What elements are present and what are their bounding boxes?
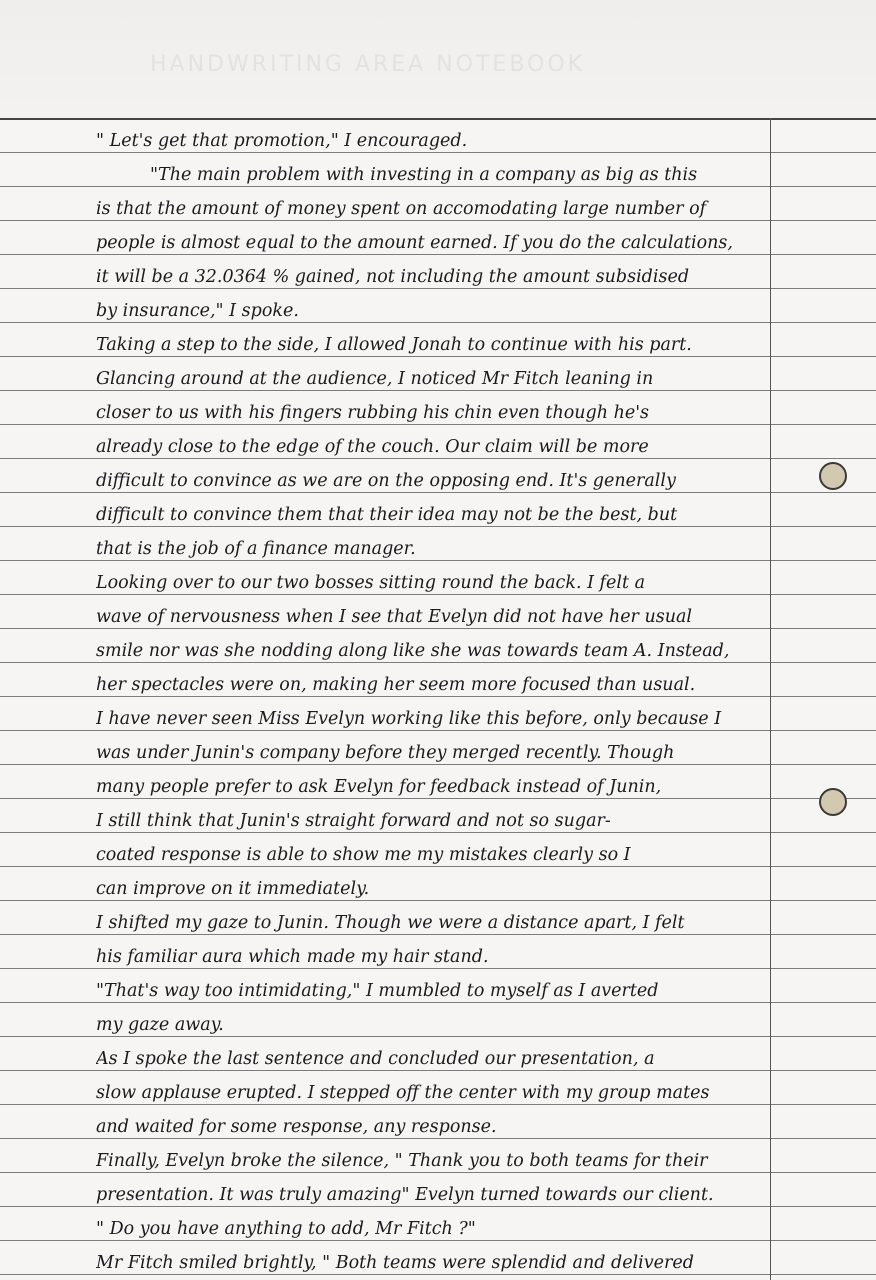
text-line: coated response is able to show me my mistakes clearly so I	[96, 845, 631, 865]
text-line: that is the job of a finance manager.	[96, 539, 416, 559]
text-line: is that the amount of money spent on accomodating large number of	[96, 199, 707, 219]
text-line: by insurance," I spoke.	[96, 301, 299, 321]
text-line: I still think that Junin's straight forward and not so sugar-	[96, 811, 611, 831]
text-line: " Do you have anything to add, Mr Fitch ?"	[96, 1219, 476, 1239]
text-line: Looking over to our two bosses sitting round the back. I felt a	[96, 573, 646, 593]
text-line: Taking a step to the side, I allowed Jonah to continue with his part.	[96, 335, 692, 355]
text-line: "The main problem with investing in a company as big as this	[150, 165, 698, 185]
text-line: wave of nervousness when I see that Evelyn did not have her usual	[96, 607, 693, 627]
text-line: my gaze away.	[96, 1015, 224, 1035]
text-line: slow applause erupted. I stepped off the center with my group mates	[96, 1083, 710, 1103]
show-through-heading: HANDWRITING AREA NOTEBOOK	[150, 52, 586, 77]
text-line: difficult to convince as we are on the opposing end. It's generally	[96, 471, 676, 491]
text-line: his familiar aura which made my hair stand.	[96, 947, 489, 967]
text-line: presentation. It was truly amazing" Evelyn turned towards our client.	[96, 1185, 714, 1205]
text-line: it will be a 32.0364 % gained, not including the amount subsidised	[96, 267, 690, 287]
text-line: difficult to convince them that their idea may not be the best, but	[96, 505, 678, 525]
text-line: can improve on it immediately.	[96, 879, 370, 899]
text-line: many people prefer to ask Evelyn for feedback instead of Junin,	[96, 777, 662, 797]
text-line: As I spoke the last sentence and concluded our presentation, a	[96, 1049, 655, 1069]
text-line: Finally, Evelyn broke the silence, " Thank you to both teams for their	[96, 1151, 708, 1171]
text-line: " Let's get that promotion," I encouraged.	[96, 131, 468, 151]
text-line: smile nor was she nodding along like she was towards team A. Instead,	[96, 641, 730, 661]
text-line: I have never seen Miss Evelyn working like this before, only because I	[96, 709, 722, 729]
text-line: "That's way too intimidating," I mumbled to myself as I averted	[96, 981, 659, 1001]
binder-hole-2	[819, 788, 847, 816]
ruled-line	[0, 118, 876, 120]
text-line: Mr Fitch smiled brightly, " Both teams were splendid and delivered	[96, 1253, 694, 1273]
text-line: Glancing around at the audience, I noticed Mr Fitch leaning in	[96, 369, 654, 389]
text-line: her spectacles were on, making her seem more focused than usual.	[96, 675, 696, 695]
text-line: already close to the edge of the couch. Our claim will be more	[96, 437, 649, 457]
text-line: closer to us with his fingers rubbing his chin even though he's	[96, 403, 649, 423]
binder-hole-1	[819, 462, 847, 490]
text-line: people is almost equal to the amount earned. If you do the calculations,	[96, 233, 733, 253]
text-line: I shifted my gaze to Junin. Though we were a distance apart, I felt	[96, 913, 685, 933]
text-line: was under Junin's company before they merged recently. Though	[96, 743, 675, 763]
text-line: and waited for some response, any response.	[96, 1117, 497, 1137]
